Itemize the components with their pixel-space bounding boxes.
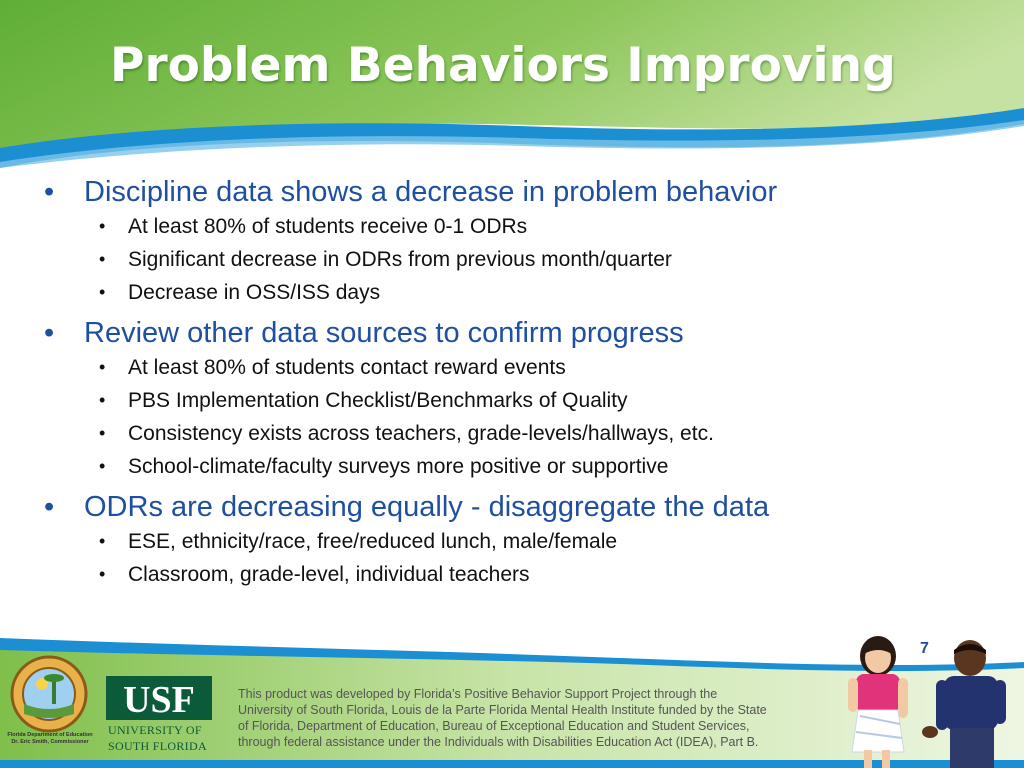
credit-line: This product was developed by Florida’s Positive Behavior Support Project through the bbox=[238, 687, 718, 701]
bullet-icon: • bbox=[99, 282, 106, 302]
bullet-text: Discipline data shows a decrease in problem behavior bbox=[84, 176, 778, 208]
bullet-icon: • bbox=[99, 249, 106, 269]
sub-bullet-text: Decrease in OSS/ISS days bbox=[128, 281, 381, 304]
seal-caption bbox=[4, 732, 96, 746]
bullet-icon: • bbox=[99, 390, 106, 410]
bullet-list bbox=[42, 174, 1002, 597]
bullet-icon: • bbox=[99, 216, 106, 236]
page-number: 7 bbox=[920, 640, 929, 657]
sub-bullet-text: At least 80% of students receive 0-1 ODRs bbox=[128, 215, 528, 238]
credit-line: of Florida, Department of Education, Bureau of Exceptional Education and Student Services, bbox=[238, 719, 750, 733]
sub-bullet-text: Consistency exists across teachers, grade-levels/hallways, etc. bbox=[128, 422, 714, 445]
bullet-item bbox=[42, 489, 1002, 525]
sub-bullet-item bbox=[42, 276, 1002, 309]
seal-caption-line: Florida Department of Education bbox=[7, 732, 93, 738]
bullet-icon: • bbox=[99, 423, 106, 443]
bullet-icon: • bbox=[99, 564, 106, 584]
sub-bullet-text: Classroom, grade-level, individual teachers bbox=[128, 563, 530, 586]
sub-bullet-item bbox=[42, 450, 1002, 483]
sub-bullet-item bbox=[42, 210, 1002, 243]
sub-bullet-text: PBS Implementation Checklist/Benchmarks of Quality bbox=[128, 389, 628, 412]
credit-line: through federal assistance under the Individuals with Disabilities Education Act (IDEA), Part B. bbox=[238, 735, 759, 749]
usf-name bbox=[108, 722, 220, 754]
usf-logo bbox=[106, 676, 212, 720]
usf-name-line: UNIVERSITY OF bbox=[108, 723, 202, 737]
bullet-group bbox=[42, 489, 1002, 591]
bullet-group bbox=[42, 315, 1002, 483]
usf-name-line: SOUTH FLORIDA bbox=[108, 739, 207, 753]
sub-bullet-text: ESE, ethnicity/race, free/reduced lunch, male/female bbox=[128, 530, 618, 553]
bullet-icon: • bbox=[99, 531, 106, 551]
bullet-item bbox=[42, 315, 1002, 351]
slide-header bbox=[0, 0, 1024, 168]
sub-bullet-item bbox=[42, 384, 1002, 417]
bullet-icon: • bbox=[99, 357, 106, 377]
sub-bullet-item bbox=[42, 417, 1002, 450]
usf-logo-text: USF bbox=[123, 679, 195, 720]
bullet-icon: • bbox=[44, 491, 55, 523]
credit-text bbox=[238, 686, 838, 750]
children-photo bbox=[842, 632, 1022, 768]
sub-bullet-text: Significant decrease in ODRs from previous month/quarter bbox=[128, 248, 672, 271]
bullet-icon: • bbox=[99, 456, 106, 476]
sub-bullet-item bbox=[42, 558, 1002, 591]
bullet-group bbox=[42, 174, 1002, 309]
florida-seal-icon bbox=[6, 654, 92, 734]
seal-caption-line: Dr. Eric Smith, Commissioner bbox=[11, 739, 89, 745]
sub-bullet-item bbox=[42, 243, 1002, 276]
sub-bullet-item bbox=[42, 351, 1002, 384]
bullet-text: ODRs are decreasing equally - disaggregate the data bbox=[84, 491, 770, 523]
sub-bullet-text: At least 80% of students contact reward events bbox=[128, 356, 566, 379]
slide-title: Problem Behaviors Improving bbox=[110, 38, 896, 93]
sub-bullet-item bbox=[42, 525, 1002, 558]
bullet-icon: • bbox=[44, 317, 55, 349]
bullet-item bbox=[42, 174, 1002, 210]
bullet-text: Review other data sources to confirm progress bbox=[84, 317, 684, 349]
sub-bullet-text: School-climate/faculty surveys more positive or supportive bbox=[128, 455, 669, 478]
credit-line: University of South Florida, Louis de la Parte Florida Mental Health Institute funded by the State bbox=[238, 703, 767, 717]
bullet-icon: • bbox=[44, 176, 55, 208]
